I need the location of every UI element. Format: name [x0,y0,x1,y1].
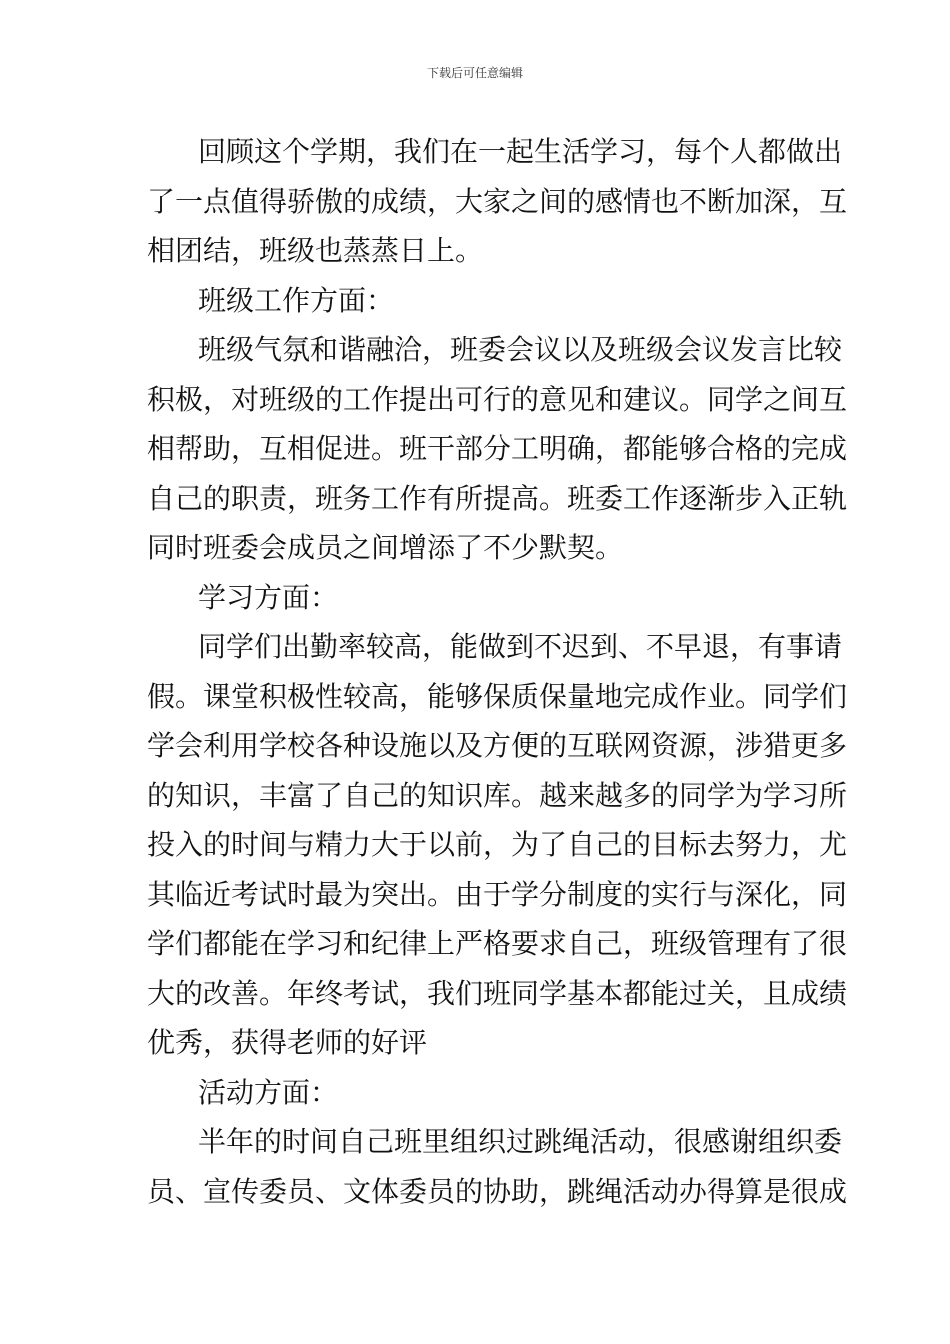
text-line: 自己的职责，班务工作有所提高。班委工作逐渐步入正轨 [147,481,848,515]
text-line: 积极，对班级的工作提出可行的意见和建议。同学之间互 [147,382,848,416]
paragraph-class-work [147,325,848,573]
text-line: 同时班委会成员之间增添了不少默契。 [147,531,624,564]
text-line: 优秀，获得老师的好评 [147,1026,428,1059]
text-line: 假。课堂积极性较高，能够保质保量地完成作业。同学们 [147,679,848,713]
text-line: 学会利用学校各种设施以及方便的互联网资源，涉猎更多 [147,729,848,762]
document-body [147,127,848,1216]
page-header-note: 下载后可任意编辑 [426,66,523,80]
text-line: 班级气氛和谐融洽，班委会议以及班级会议发言比较 [198,333,843,366]
text-line: 投入的时间与精力大于以前，为了自己的目标去努力，尤 [147,828,848,861]
text-line: 员、宣传委员、文体委员的协助，跳绳活动办得算是很成 [147,1174,848,1208]
text-line: 半年的时间自己班里组织过跳绳活动，很感谢组织委 [198,1125,843,1158]
paragraph-review [147,127,848,276]
section-heading: 活动方面： [198,1075,339,1109]
text-line: 大的改善。年终考试，我们班同学基本都能过关，且成绩 [147,976,848,1010]
paragraph-activity [147,1117,848,1216]
paragraph-study [147,622,848,1068]
section-heading: 学习方面： [198,580,339,614]
heading-activity [147,1068,807,1118]
section-heading: 班级工作方面： [198,283,395,317]
heading-study [147,573,807,623]
text-line: 回顾这个学期，我们在一起生活学习，每个人都做出 [198,135,843,168]
text-line: 的知识，丰富了自己的知识库。越来越多的同学为学习所 [147,778,848,812]
text-line: 相团结，班级也蒸蒸日上。 [147,234,484,267]
text-line: 同学们出勤率较高，能做到不迟到、不早退，有事请 [198,630,843,663]
text-line: 相帮助，互相促进。班干部分工明确，都能够合格的完成 [147,432,848,465]
text-line: 学们都能在学习和纪律上严格要求自己，班级管理有了很 [147,927,848,960]
heading-class-work [147,276,807,326]
text-line: 了一点值得骄傲的成绩，大家之间的感情也不断加深，互 [147,184,848,218]
text-line: 其临近考试时最为突出。由于学分制度的实行与深化，同 [147,877,848,911]
